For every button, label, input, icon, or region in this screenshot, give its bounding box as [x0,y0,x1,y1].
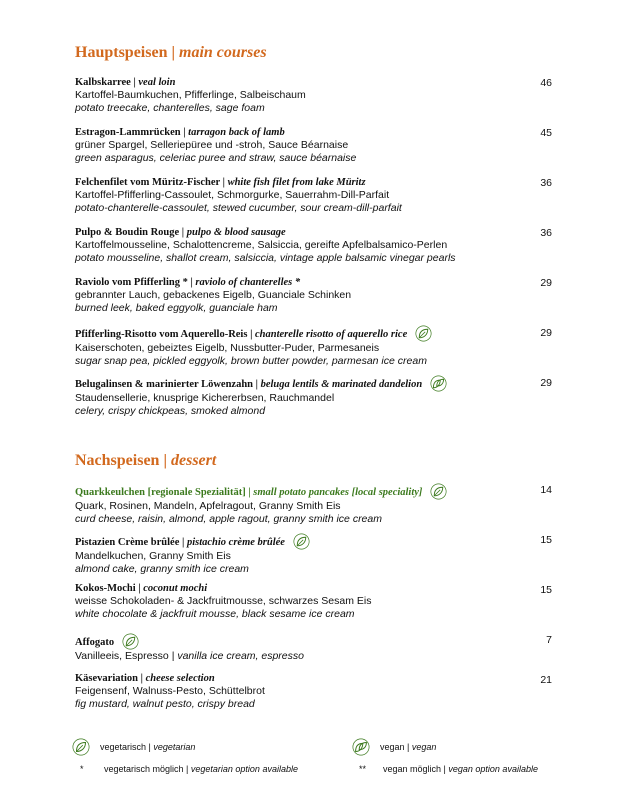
leaf-icon [293,533,310,550]
dish-description: Kartoffel-Pfifferling-Cassoulet, Schmorgurke, Sauerrahm-Dill-Parfait [75,189,390,201]
menu-item [75,227,555,264]
legend-vegetarian: vegetarisch | vegetarian [72,738,195,756]
dish-description: Kartoffelmousseline, Schalottencreme, Salsiccia, gereifte Apfelbalsamico-Perlen [75,239,448,251]
dish-price: 21 [540,674,552,686]
leaf-icon [72,738,90,756]
menu-item [75,633,555,663]
dish-description: gebrannter Lauch, gebackenes Eigelb, Guanciale Schinken [75,289,352,301]
dish-name: Affogato [75,633,555,650]
leaf-icon [430,483,447,500]
dish-translation: curd cheese, raisin, almond, apple ragout, granny smith ice cream [75,512,382,525]
menu-item [75,375,555,417]
dish-name: Estragon-Lammrücken | tarragon back of lamb [75,127,285,138]
legend-vegetarian-option: * vegetarisch möglich | vegetarian option available [80,764,298,774]
menu-item [75,177,555,214]
section-title-main: Hauptspeisen | main courses [75,44,267,61]
dish-name: Käsevariation | cheese selection [75,673,215,684]
menu-item [75,277,555,314]
dish-price: 46 [540,77,552,89]
dish-name: Belugalinsen & marinierter Löwenzahn | beluga lentils & marinated dandelion [75,375,555,392]
dish-price: 36 [540,227,552,239]
dish-description: Staudensellerie, knusprige Kichererbsen, Rauchmandel [75,392,335,404]
dish-name: Felchenfilet vom Müritz-Fischer | white fish filet from lake Müritz [75,177,366,188]
dish-name: Pfifferling-Risotto vom Aquerello-Reis | chanterelle risotto of aquerello rice [75,325,555,342]
dish-name: Pistazien Crème brûlée | pistachio crème brûlée [75,533,555,550]
dish-description: Kartoffel-Baumkuchen, Pfifferlinge, Salbeischaum [75,89,306,101]
dish-name: Raviolo vom Pfifferling * | raviolo of chanterelles * [75,277,301,288]
dish-translation: almond cake, granny smith ice cream [75,562,249,575]
dish-translation: green asparagus, celeriac puree and straw, sauce béarnaise [75,151,357,164]
dish-price: 29 [540,327,552,339]
dish-description: Mandelkuchen, Granny Smith Eis [75,550,231,562]
dish-translation: potato mousseline, shallot cream, salsiccia, vintage apple balsamic vinegar pearls [75,251,456,264]
dish-name: Kalbskarree | veal loin [75,77,176,88]
menu-item [75,673,555,710]
dish-price: 15 [540,584,552,596]
dish-description: grüner Spargel, Selleriepüree und -stroh, Sauce Béarnaise [75,139,349,151]
dish-price: 29 [540,277,552,289]
dish-translation: sugar snap pea, pickled eggyolk, brown butter powder, parmesan ice cream [75,354,427,367]
dish-price: 7 [546,634,552,646]
dish-description: Quark, Rosinen, Mandeln, Apfelragout, Granny Smith Eis [75,500,341,512]
dish-translation: potato-chanterelle-cassoulet, stewed cucumber, sour cream-dill-parfait [75,201,402,214]
menu-item [75,533,555,575]
legend-vegan-option: ** vegan möglich | vegan option available [359,764,538,774]
dish-name: Pulpo & Boudin Rouge | pulpo & blood sausage [75,227,286,238]
dish-price: 36 [540,177,552,189]
menu-item [75,127,555,164]
menu-item [75,483,555,525]
dish-price: 45 [540,127,552,139]
dish-name: Kokos-Mochi | coconut mochi [75,583,208,594]
dish-translation: potato treecake, chanterelles, sage foam [75,101,265,114]
leaf-icon [415,325,432,342]
section-title-dessert: Nachspeisen | dessert [75,452,217,469]
dish-translation: burned leek, baked eggyolk, guanciale ham [75,301,278,314]
dish-price: 14 [540,484,552,496]
dish-translation: fig mustard, walnut pesto, crispy bread [75,697,255,710]
dish-name: Quarkkeulchen [regionale Spezialität] | small potato pancakes [local speciality] [75,483,555,500]
dish-description: Feigensenf, Walnuss-Pesto, Schüttelbrot [75,685,265,697]
dish-translation: celery, crispy chickpeas, smoked almond [75,404,266,417]
leaf-icon [122,633,139,650]
menu-item [75,583,555,620]
dish-translation: white chocolate & jackfruit mousse, black sesame ice cream [75,607,355,620]
dish-description: Kaiserschoten, gebeiztes Eigelb, Nussbutter-Puder, Parmesaneis [75,342,380,354]
dish-price: 15 [540,534,552,546]
dish-description: weisse Schokoladen- & Jackfruitmousse, schwarzes Sesam Eis [75,595,372,607]
double-leaf-icon [352,738,370,756]
legend-vegan: vegan | vegan [352,738,436,756]
double-leaf-icon [430,375,447,392]
dish-description: Vanilleeis, Espresso | vanilla ice cream, espresso [75,650,304,662]
dish-price: 29 [540,377,552,389]
menu-item [75,325,555,367]
menu-item [75,77,555,114]
